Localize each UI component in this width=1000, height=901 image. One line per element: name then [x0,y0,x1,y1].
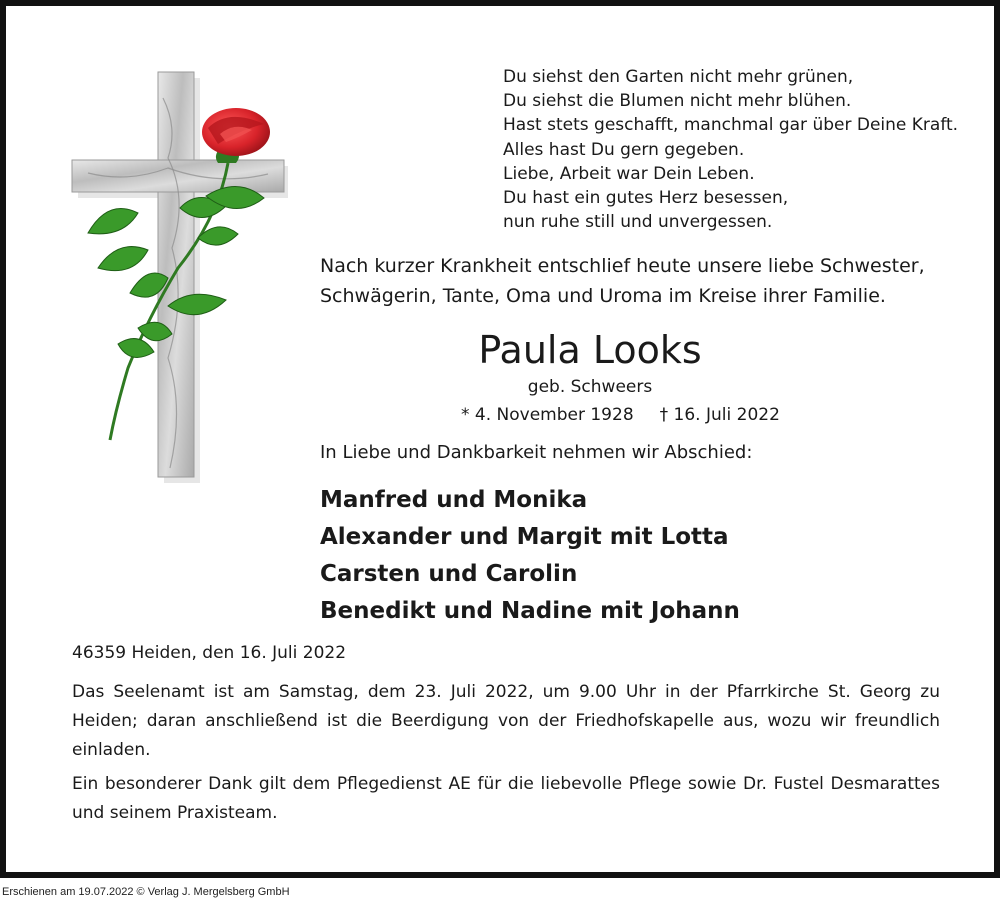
mourner-entry: Carsten und Carolin [320,561,578,587]
deceased-name: Paula Looks [478,328,702,372]
birth-date: * 4. November 1928 [461,405,634,425]
intro-text [320,251,925,311]
life-dates [461,402,780,428]
mourners-list [320,482,740,630]
poem-line: Liebe, Arbeit war Dein Leben. [503,163,755,184]
intro-line: Schwägerin, Tante, Oma und Uroma im Kreise ihrer Familie. [320,285,886,307]
poem-line: Du siehst die Blumen nicht mehr blühen. [503,91,852,112]
death-date: † 16. Juli 2022 [659,405,780,425]
mourner-entry: Alexander und Margit mit Lotta [320,524,729,550]
farewell-line: In Liebe und Dankbarkeit nehmen wir Abschied: [320,442,753,463]
poem [503,65,958,234]
thanks-paragraph: Ein besonderer Dank gilt dem Pflegedienst AE für die liebevolle Pflege sowie Dr. Fustel Desmarattes und seinem Praxisteam. [72,774,940,823]
mourner-entry: Benedikt und Nadine mit Johann [320,598,740,624]
poem-line: nun ruhe still und unvergessen. [503,212,773,233]
publication-footer: Erschienen am 19.07.2022 © Verlag J. Mergelsberg GmbH [2,886,290,898]
poem-line: Du hast ein gutes Herz besessen, [503,188,789,209]
poem-line: Du siehst den Garten nicht mehr grünen, [503,67,854,87]
intro-line: Nach kurzer Krankheit entschlief heute unsere liebe Schwester, [320,255,925,277]
cross-with-rose-icon [68,68,288,483]
birth-name: geb. Schweers [527,377,653,397]
place-date: 46359 Heiden, den 16. Juli 2022 [72,643,347,663]
poem-line: Hast stets geschafft, manchmal gar über Deine Kraft. [503,115,959,136]
service-paragraph: Das Seelenamt ist am Samstag, dem 23. Juli 2022, um 9.00 Uhr in der Pfarrkirche St. Georg zu Heiden; daran anschließend ist die Beerdigung von der Friedhofskapelle aus, wozu wir freundlich einladen. [72,682,940,760]
poem-line: Alles hast Du gern gegeben. [503,139,745,160]
mourner-entry: Manfred und Monika [320,487,588,513]
